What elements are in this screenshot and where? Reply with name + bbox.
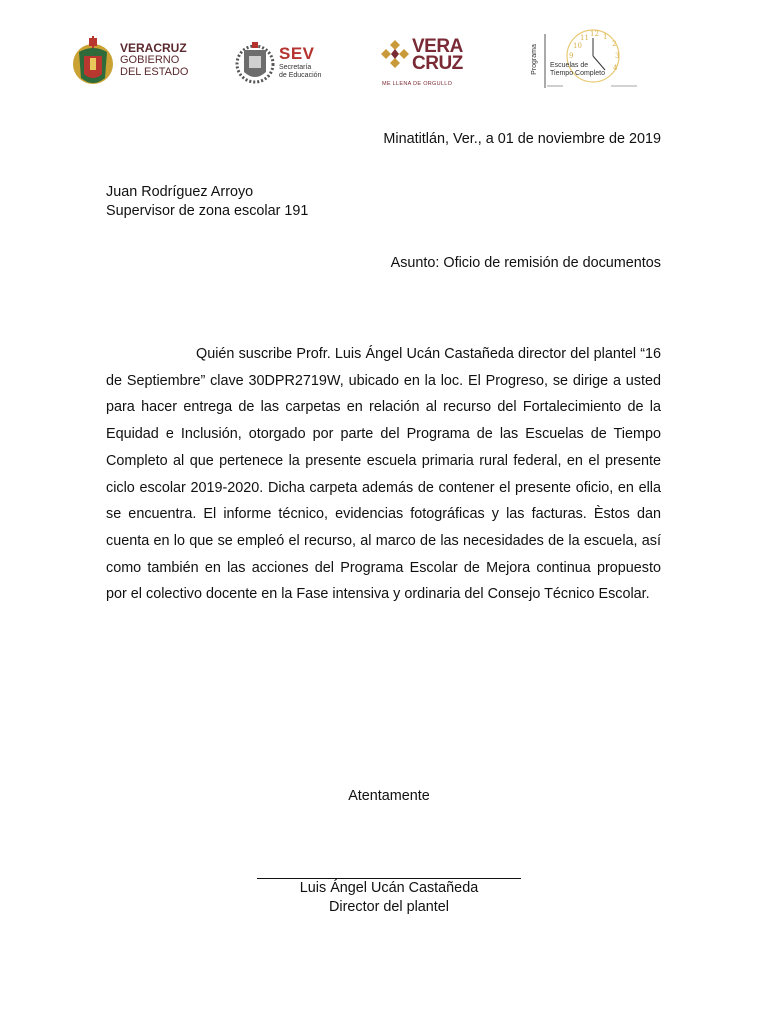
header-logos — [0, 0, 768, 110]
sev-shield-icon — [235, 38, 275, 88]
recipient-name: Juan Rodríguez Arroyo — [106, 184, 254, 200]
letter-body-text: Quién suscribe Profr. Luis Ángel Ucán Castañeda director del plantel “16 de Septiembre” clave 30DPR2719W, ubicado en la loc. El Progreso, se dirige a usted para hacer entrega de las carpetas en relación al recurso del Fortalecimiento de la Equidad e Inclusión, otorgado por parte del Programa de las Escuelas de Tiempo Completo al que pertenece la presente escuela primaria rural federal, en el presente ciclo escolar 2019-2020. Dicha carpeta además de contener el presente oficio, en ella se encuentra. El informe técnico, evidencias fotográficas y las facturas. Èstos dan cuenta en lo que se empleó el recurso, al marco de las necesidades de la escuela, así como también en las acciones del Programa Escolar de Mejora continua propuesto por el colectivo docente en la Fase intensiva y ordinaria del Consejo Técnico Escolar. — [106, 346, 661, 603]
svg-text:1: 1 — [603, 33, 608, 41]
clock-icon — [530, 26, 643, 94]
sev-title: SEV — [279, 44, 315, 63]
svg-text:2: 2 — [612, 40, 617, 48]
svg-text:11: 11 — [580, 34, 589, 42]
sev-subtitle: Secretaría de Educación — [279, 64, 322, 79]
veracruz-gobierno-logo — [70, 36, 200, 90]
veracruz-coat-of-arms-icon — [70, 36, 116, 90]
svg-text:10: 10 — [573, 42, 582, 50]
svg-text:9: 9 — [569, 52, 574, 60]
svg-text:3: 3 — [615, 52, 620, 60]
signature-line — [257, 878, 521, 879]
letter-body — [106, 341, 661, 608]
svg-text:4: 4 — [613, 64, 618, 72]
escuelas-tiempo-completo-wordmark: Escuelas de Tiempo Completo — [550, 62, 605, 77]
recipient-block — [106, 183, 308, 221]
vera-cruz-pattern-icon — [380, 38, 410, 72]
closing: Atentamente — [348, 788, 430, 804]
sev-logo — [235, 38, 345, 88]
vera-cruz-logo — [380, 38, 470, 92]
signer-title: Director del plantel — [329, 899, 449, 915]
recipient-title: Supervisor de zona escolar 191 — [106, 203, 309, 219]
svg-text:12: 12 — [590, 30, 599, 38]
place-date: Minatitlán, Ver., a 01 de noviembre de 2019 — [383, 131, 661, 147]
veracruz-gobierno-wordmark: VERACRUZ GOBIERNO DEL ESTADO — [120, 41, 189, 78]
vera-cruz-tagline: ME LLENA DE ORGULLO — [382, 81, 453, 87]
signer-name: Luis Ángel Ucán Castañeda — [299, 880, 479, 896]
programa-label: Programa — [530, 44, 538, 75]
subject-line: Asunto: Oficio de remisión de documentos — [390, 255, 661, 271]
escuelas-tiempo-completo-logo — [530, 26, 643, 94]
vera-cruz-wordmark: VERA CRUZ — [412, 36, 463, 74]
